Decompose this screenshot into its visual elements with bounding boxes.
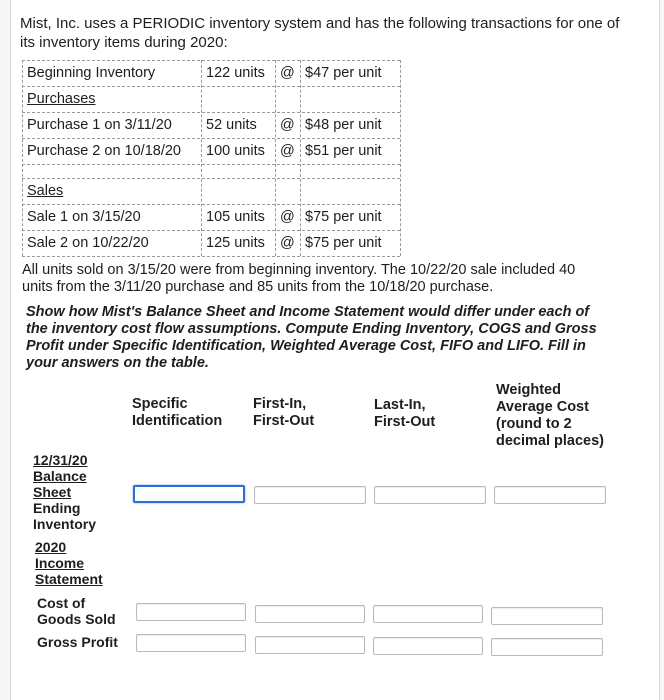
table-row-beginning-inventory [22,60,400,86]
cogs-label: Cost of [37,595,86,611]
at-symbol: @ [280,143,295,159]
ending-inventory-weighted-input[interactable] [494,486,606,504]
header-line: Weighted [496,382,561,398]
header-line: Average Cost [496,399,589,415]
table-row-purchase-2 [22,138,400,164]
at-symbol: @ [280,65,295,81]
row-price: $48 per unit [305,117,382,133]
gross-profit-lifo-input[interactable] [373,637,483,655]
instruction-line: your answers on the table. [26,355,209,371]
problem-intro [20,14,650,52]
grid-line [22,256,400,257]
header-line: First-Out [253,413,315,429]
table-row-sale-1 [22,204,400,230]
ending-inventory-lifo-input[interactable] [374,486,486,504]
header-line: decimal places) [496,433,604,449]
ending-inventory-label: Inventory [33,516,97,532]
column-header-specific-identification [132,396,222,430]
row-header-gross-profit [37,634,118,650]
table-row-purchases-header [22,86,400,112]
row-label: Beginning Inventory [27,65,156,81]
cogs-specific-input[interactable] [136,603,246,621]
balance-sheet-date: 12/31/20 [33,452,88,468]
sales-note [22,262,632,296]
income-statement-title: Income [35,555,85,571]
balance-sheet-title: Sheet [33,484,72,500]
cogs-label: Goods Sold [37,611,116,627]
gross-profit-label: Gross Profit [37,634,118,650]
note-line-1: All units sold on 3/15/20 were from beginning inventory. The 10/22/20 sale included 40 [22,262,576,278]
row-label: Sale 2 on 10/22/20 [27,235,149,251]
instruction-line: Profit under Specific Identification, Weighted Average Cost, FIFO and LIFO. Fill in [26,338,586,354]
row-label: Purchase 2 on 10/18/20 [27,143,181,159]
sales-header: Sales [27,183,64,199]
instruction-line: the inventory cost flow assumptions. Compute Ending Inventory, COGS and Gross [26,321,597,337]
balance-sheet-title: Balance [33,468,87,484]
ending-inventory-fifo-input[interactable] [254,486,366,504]
row-units: 125 units [206,235,265,251]
row-units: 100 units [206,143,265,159]
intro-line-1: Mist, Inc. uses a PERIODIC inventory system and has the following transactions for one of [20,15,620,32]
row-label: Purchase 1 on 3/11/20 [27,117,172,133]
table-row-purchase-1 [22,112,400,138]
purchases-header: Purchases [27,91,96,107]
gross-profit-specific-input[interactable] [136,634,246,652]
grid-line [22,164,400,165]
ending-inventory-specific-input[interactable] [133,485,245,503]
table-row-sales-header [22,178,400,204]
gross-profit-fifo-input[interactable] [255,636,365,654]
row-price: $51 per unit [305,143,382,159]
intro-line-2: its inventory items during 2020: [20,34,228,51]
grid-line [400,60,401,256]
header-line: Identification [132,413,223,429]
cogs-weighted-input[interactable] [491,607,603,625]
column-header-fifo [253,396,314,430]
row-price: $47 per unit [305,65,382,81]
note-line-2: units from the 3/11/20 purchase and 85 units from the 10/18/20 purchase. [22,279,494,295]
row-header-income-statement [35,539,103,587]
row-price: $75 per unit [305,235,382,251]
column-header-lifo [374,397,435,431]
row-units: 105 units [206,209,265,225]
instructions [26,304,646,372]
column-header-weighted-average [496,382,604,450]
header-line: Last-In, [374,397,426,413]
cogs-lifo-input[interactable] [373,605,483,623]
at-symbol: @ [280,209,295,225]
at-symbol: @ [280,117,295,133]
income-statement-year: 2020 [35,539,67,555]
header-line: (round to 2 [496,416,572,432]
instruction-line: Show how Mist's Balance Sheet and Income Statement would differ under each of [26,304,590,320]
cogs-fifo-input[interactable] [255,605,365,623]
header-line: First-In, [253,396,307,412]
gross-profit-weighted-input[interactable] [491,638,603,656]
row-price: $75 per unit [305,209,382,225]
header-line: Specific [132,396,188,412]
row-label: Sale 1 on 3/15/20 [27,209,141,225]
ending-inventory-label: Ending [33,500,81,516]
row-header-cogs [37,595,116,627]
row-header-balance-sheet [33,452,96,532]
row-units: 52 units [206,117,257,133]
header-line: First-Out [374,414,436,430]
row-units: 122 units [206,65,265,81]
at-symbol: @ [280,235,295,251]
table-row-sale-2 [22,230,400,256]
income-statement-title: Statement [35,571,103,587]
